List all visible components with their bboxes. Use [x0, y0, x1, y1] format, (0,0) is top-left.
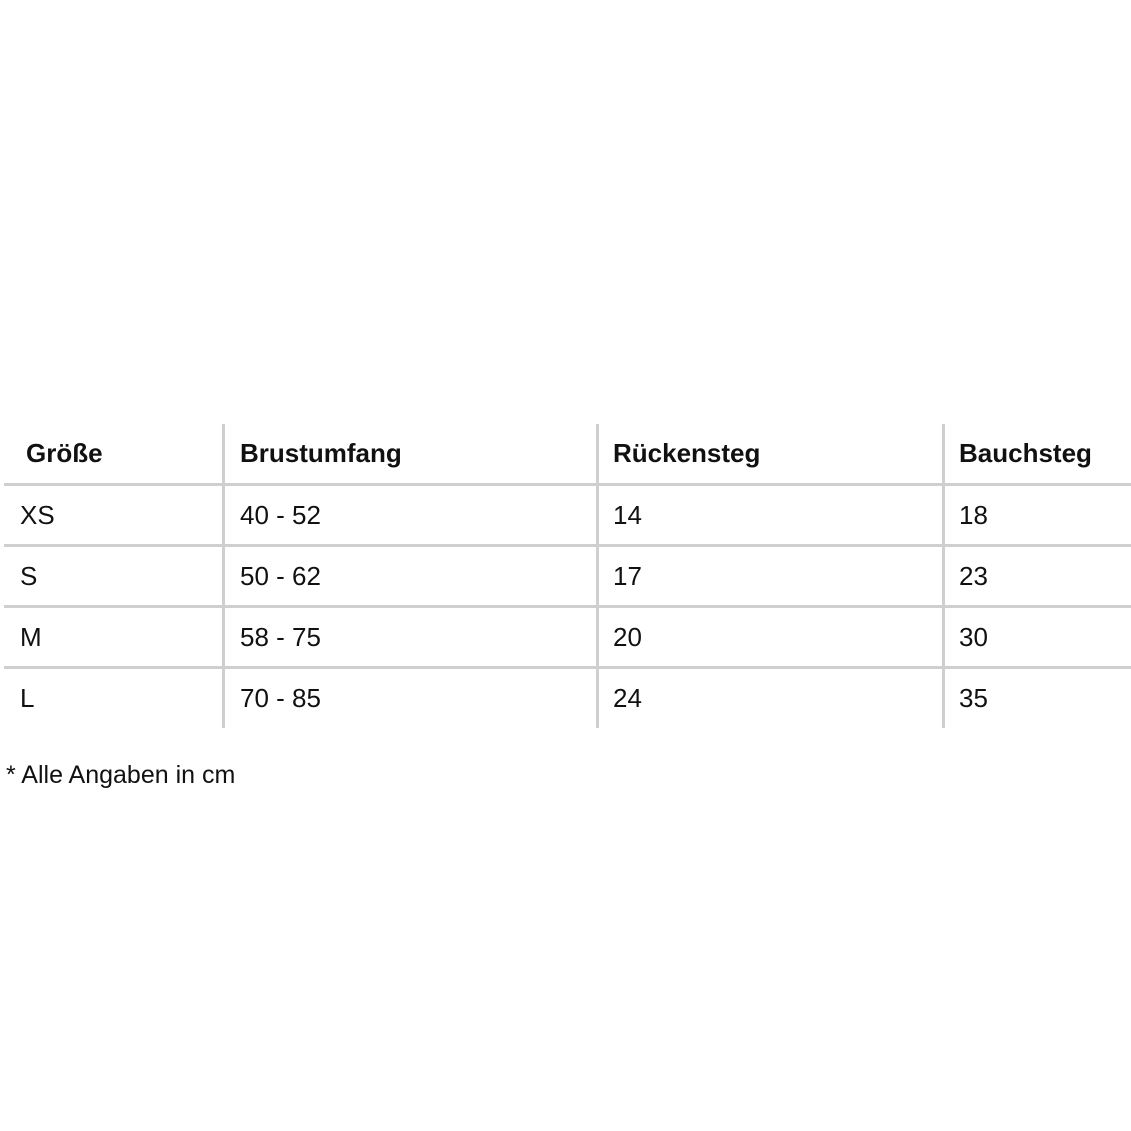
cell-size: S — [20, 561, 38, 591]
size-table — [4, 424, 1131, 728]
cell-chest-girth: 50 - 62 — [240, 561, 321, 591]
cell-back-length: 17 — [613, 561, 642, 591]
cell-belly-strap: 30 — [959, 622, 988, 652]
cell-size: XS — [20, 500, 55, 530]
table-row — [4, 668, 1131, 729]
cell-chest-girth: 70 - 85 — [240, 683, 321, 713]
cell-belly-strap: 23 — [959, 561, 988, 591]
header-back-length: Rückensteg — [613, 438, 761, 468]
cell-back-length: 24 — [613, 683, 642, 713]
footnote: * Alle Angaben in cm — [6, 761, 236, 789]
cell-back-length: 14 — [613, 500, 642, 530]
cell-belly-strap: 35 — [959, 683, 988, 713]
cell-chest-girth: 58 - 75 — [240, 622, 321, 652]
cell-chest-girth: 40 - 52 — [240, 500, 321, 530]
cell-size: L — [20, 683, 35, 713]
header-belly-strap: Bauchsteg — [959, 438, 1092, 468]
table-row — [4, 485, 1131, 546]
header-size: Größe — [26, 438, 103, 468]
cell-belly-strap: 18 — [959, 500, 988, 530]
table-row — [4, 607, 1131, 668]
header-chest-girth: Brustumfang — [240, 438, 402, 468]
cell-size: M — [20, 622, 42, 652]
cell-back-length: 20 — [613, 622, 642, 652]
table-header-row — [4, 424, 1131, 485]
table-row — [4, 546, 1131, 607]
